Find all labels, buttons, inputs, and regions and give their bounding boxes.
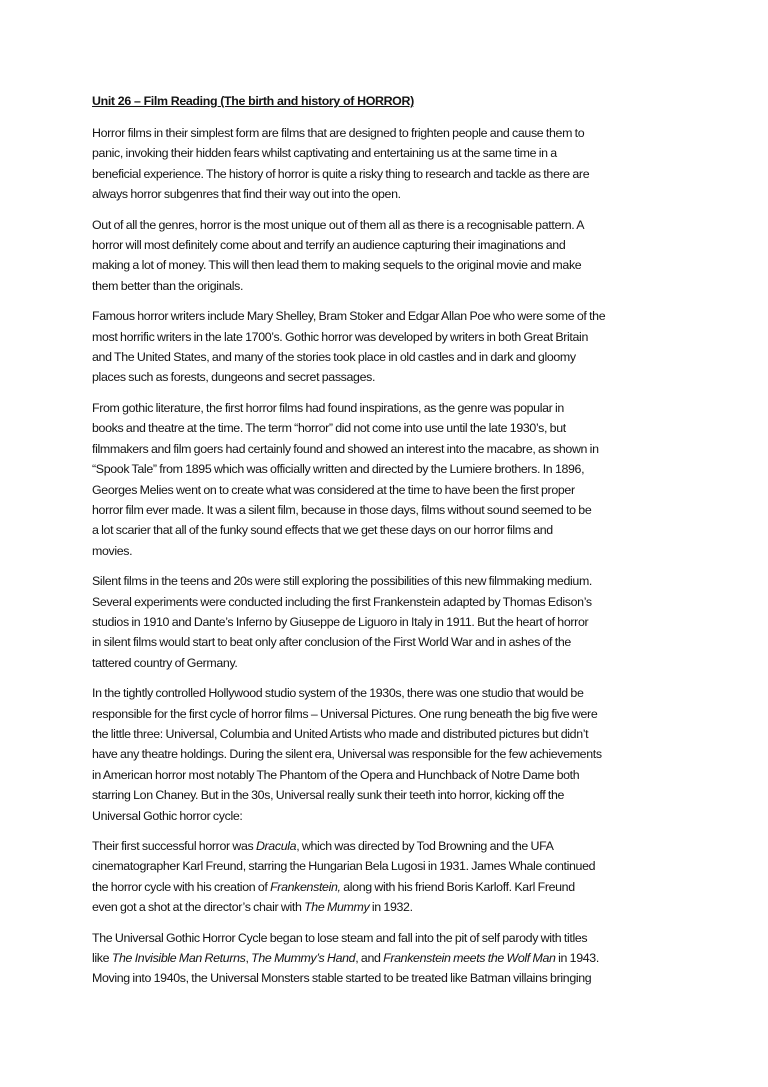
text-line: Their first successful horror was Dracula, which was directed by Tod Browning and the UFA [92, 839, 554, 853]
text-line: Universal Gothic horror cycle: [92, 808, 243, 823]
text-line: a lot scarier that all of the funky sound effects that we get these days on our horror films and [92, 523, 553, 538]
text-line: most horrific writers in the late 1700’s. Gothic horror was developed by writers in both Great Britain [92, 329, 588, 344]
document-title: Unit 26 – Film Reading (The birth and history of HORROR) [92, 94, 414, 108]
text-line: making a lot of money. This will then lead them to making sequels to the original movie and make [92, 258, 582, 273]
text-line: Georges Melies went on to create what was considered at the time to have been the first proper [92, 482, 575, 497]
document-body [92, 123, 684, 989]
film-title: Dracula [255, 839, 297, 853]
body-paragraph [92, 571, 684, 673]
text-line: responsible for the first cycle of horror films – Universal Pictures. One rung beneath the big five were [92, 706, 598, 721]
body-paragraph [92, 215, 684, 297]
text-line: even got a shot at the director’s chair with The Mummy in 1932. [92, 900, 413, 915]
text-line: cinematographer Karl Freund, starring the Hungarian Bela Lugosi in 1931. James Whale continued [92, 859, 596, 874]
text-line: Several experiments were conducted including the first Frankenstein adapted by Thomas Edison’s [92, 594, 592, 609]
text-line: Famous horror writers include Mary Shelley, Bram Stoker and Edgar Allan Poe who were some of the [92, 309, 606, 324]
text-line: places such as forests, dungeons and secret passages. [92, 370, 376, 385]
text-line: From gothic literature, the first horror films had found inspirations, as the genre was popular in [92, 400, 564, 415]
text-line: the horror cycle with his creation of Frankenstein, along with his friend Boris Karloff. Karl Freund [92, 879, 575, 894]
text-line: Horror films in their simplest form are films that are designed to frighten people and cause them to [92, 126, 585, 140]
film-title: Frankenstein meets the Wolf Man [383, 951, 556, 966]
text-line: the little three: Universal, Columbia and United Artists who made and distributed pictures but didn’t [92, 726, 589, 741]
text-line: Silent films in the teens and 20s were still exploring the possibilities of this new filmmaking medium. [92, 574, 593, 589]
text-line: have any theatre holdings. During the silent era, Universal was responsible for the few achievements [92, 747, 602, 762]
body-paragraph [92, 836, 684, 918]
body-paragraph [92, 683, 684, 826]
text-line: panic, invoking their hidden fears whilst captivating and entertaining us at the same time in a [92, 146, 557, 161]
text-line: beneficial experience. The history of horror is quite a risky thing to research and tackle as there are [92, 166, 590, 181]
body-paragraph [92, 123, 684, 205]
text-line: movies. [92, 543, 133, 558]
film-title: The Mummy [304, 900, 370, 915]
film-title: Frankenstein, [270, 879, 341, 894]
body-paragraph [92, 398, 684, 561]
text-line: in silent films would start to beat only after conclusion of the First World War and in ashes of the [92, 635, 571, 650]
text-line: horror will most definitely come about and terrify an audience capturing their imaginations and [92, 238, 566, 253]
document-page [92, 91, 684, 999]
text-line: “Spook Tale” from 1895 which was officially written and directed by the Lumiere brothers. In 1896, [92, 462, 585, 477]
text-line: tattered country of Germany. [92, 655, 238, 670]
text-line: starring Lon Chaney. But in the 30s, Universal really sunk their teeth into horror, kicking off the [92, 788, 565, 803]
text-line: like The Invisible Man Returns, The Mummy’s Hand, and Frankenstein meets the Wolf Man in 1943. [92, 951, 599, 966]
text-line: Out of all the genres, horror is the most unique out of them all as there is a recognisable pattern. A [92, 217, 585, 232]
body-paragraph [92, 306, 684, 388]
text-line: books and theatre at the time. The term “horror” did not come into use until the late 1930’s, but [92, 421, 566, 436]
text-line: filmmakers and film goers had certainly found and showed an interest into the macabre, as shown in [92, 441, 599, 456]
text-line: in American horror most notably The Phantom of the Opera and Hunchback of Notre Dame both [92, 767, 580, 782]
text-line: studios in 1910 and Dante’s Inferno by Giuseppe de Liguoro in Italy in 1911. But the heart of horror [92, 614, 589, 629]
text-line: always horror subgenres that find their way out into the open. [92, 187, 401, 202]
text-line: horror film ever made. It was a silent film, because in those days, films without sound seemed to be [92, 502, 592, 517]
film-title: The Invisible Man Returns [111, 951, 246, 966]
film-title: The Mummy’s Hand [251, 951, 356, 966]
body-paragraph [92, 928, 684, 989]
text-line: Moving into 1940s, the Universal Monsters stable started to be treated like Batman villains bringing [92, 971, 592, 986]
text-line: The Universal Gothic Horror Cycle began to lose steam and fall into the pit of self parody with titles [92, 930, 588, 945]
text-line: In the tightly controlled Hollywood studio system of the 1930s, there was one studio that would be [92, 686, 584, 701]
text-line: and The United States, and many of the stories took place in old castles and in dark and gloomy [92, 350, 576, 365]
text-line: them better than the originals. [92, 278, 244, 293]
